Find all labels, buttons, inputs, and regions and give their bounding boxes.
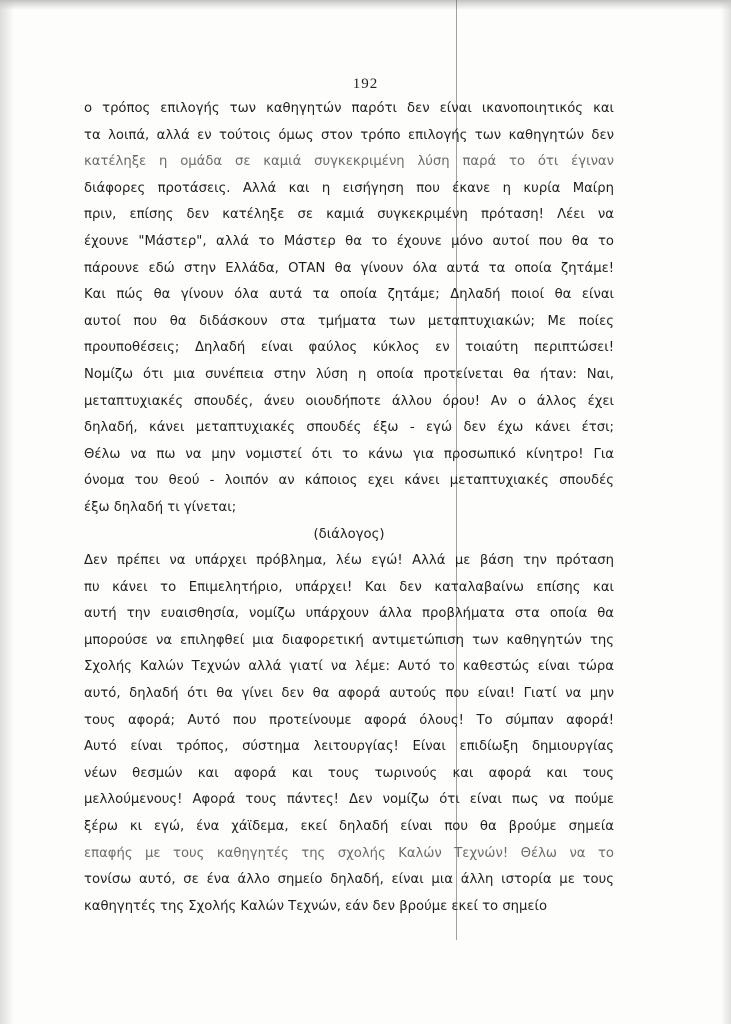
text-line: μεταπτυχιακές σπουδές, άνευ οιουδήποτε άλλου όρου! Αν ο άλλος έχει: [84, 393, 614, 409]
text-line: νέων θεσμών και αφορά και τους τωρινούς και αφορά και τους: [84, 765, 614, 781]
text-line: όνομα του θεού - λοιπόν αν κάποιος εχει κάνει μεταπτυχιακές σπουδές: [84, 473, 614, 489]
text-line: κατέληξε η ομάδα σε καμιά συγκεκριμένη λύση παρά το ότι έγιναν: [84, 154, 614, 170]
text-line: αυτό, δηλαδή ότι θα γίνει δεν θα αφορά αυτούς που είναι! Γιατί να μην: [84, 686, 614, 702]
text-line: δηλαδή, κάνει μεταπτυχιακές σπουδές έξω - εγώ δεν έχω κάνει έτσι;: [84, 420, 614, 436]
dialogue-heading: (διάλογος): [313, 526, 385, 542]
scan-edge-left: [0, 0, 14, 1024]
text-line: μπορούσε να επιληφθεί μια διαφορετική αντιμετώπιση των καθηγητών της: [84, 632, 614, 648]
text-line: καθηγητές της Σχολής Καλών Τεχνών, εάν δεν βρούμε εκεί το σημείο: [84, 898, 548, 914]
text-line: επαφής με τους καθηγητές της σχολής Καλών Τεχνών! Θέλω να το: [84, 845, 614, 861]
text-line: Και πώς θα γίνουν όλα αυτά τα οποία ζητάμε; Δηλαδή ποιοί θα είναι: [84, 287, 614, 303]
page-number: 192: [352, 76, 379, 92]
text-line: έχουνε "Μάστερ", αλλά το Μάστερ θα το έχουνε μόνο αυτοί που θα το: [84, 233, 614, 249]
text-line: αυτοί που θα διδάσκουν στα τμήματα των μεταπτυχιακών; Με ποίες: [84, 313, 614, 329]
text-line: πάρουνε εδώ στην Ελλάδα, ΟΤΑΝ θα γίνουν όλα αυτά τα οποία ζητάμε!: [84, 260, 614, 276]
text-line: προυποθέσεις; Δηλαδή είναι φαύλος κύκλος εν τοιαύτη περιπτώσει!: [84, 340, 614, 356]
text-line: μελλούμενους! Αφορά τους πάντες! Δεν νομίζω ότι είναι πως να πούμε: [84, 792, 614, 808]
text-line: Δεν πρέπει να υπάρχει πρόβλημα, λέω εγώ! Αλλά με βάση την πρόταση: [84, 553, 614, 569]
scan-edge-top: [0, 0, 731, 10]
text-line: Νομίζω ότι μια συνέπεια στην λύση η οποία προτείνεται θα ήταν: Ναι,: [84, 366, 614, 382]
text-line: τα λοιπά, αλλά εν τούτοις όμως στον τρόπο επιλογής των καθηγητών δεν: [84, 127, 614, 143]
text-line: ο τρόπος επιλογής των καθηγητών παρότι δεν είναι ικανοποιητικός και: [84, 101, 614, 116]
text-line: ξέρω κι εγώ, ένα χάϊδεμα, εκεί δηλαδή είναι που θα βρούμε σημεία: [84, 819, 614, 835]
text-line: αυτή την ευαισθησία, νομίζω υπάρχουν άλλα προβλήματα στα οποία θα: [84, 606, 614, 622]
text-line: Σχολής Καλών Τεχνών αλλά γιατί να λέμε: Αυτό το καθεστώς είναι τώρα: [84, 659, 614, 675]
text-line: τους αφορά; Αυτό που προτείνουμε αφορά όλους! Το σύμπαν αφορά!: [84, 712, 614, 728]
text-line: διάφορες προτάσεις. Αλλά και η εισήγηση που έκανε η κυρία Μαίρη: [84, 180, 614, 196]
text-line: Αυτό είναι τρόπος, σύστημα λειτουργίας! Είναι επιδίωξη δημιουργίας: [84, 739, 614, 755]
text-line: πριν, επίσης δεν κατέληξε σε καμιά συγκεκριμένη πρόταση! Λέει να: [84, 207, 614, 223]
body-text: [84, 96, 614, 920]
scan-edge-right: [721, 0, 731, 1024]
text-line: Θέλω να πω να μην νομιστεί ότι το κάνω για προσωπικό κίνητρο! Για: [84, 446, 614, 462]
text-line: τονίσω αυτό, σε ένα άλλο σημείο δηλαδή, είναι μια άλλη ιστορία με τους: [84, 872, 614, 888]
text-line: πυ κάνει το Επιμελητήριο, υπάρχει! Και δεν καταλαβαίνω επίσης και: [84, 579, 614, 595]
text-line: έξω δηλαδή τι γίνεται;: [84, 499, 237, 515]
